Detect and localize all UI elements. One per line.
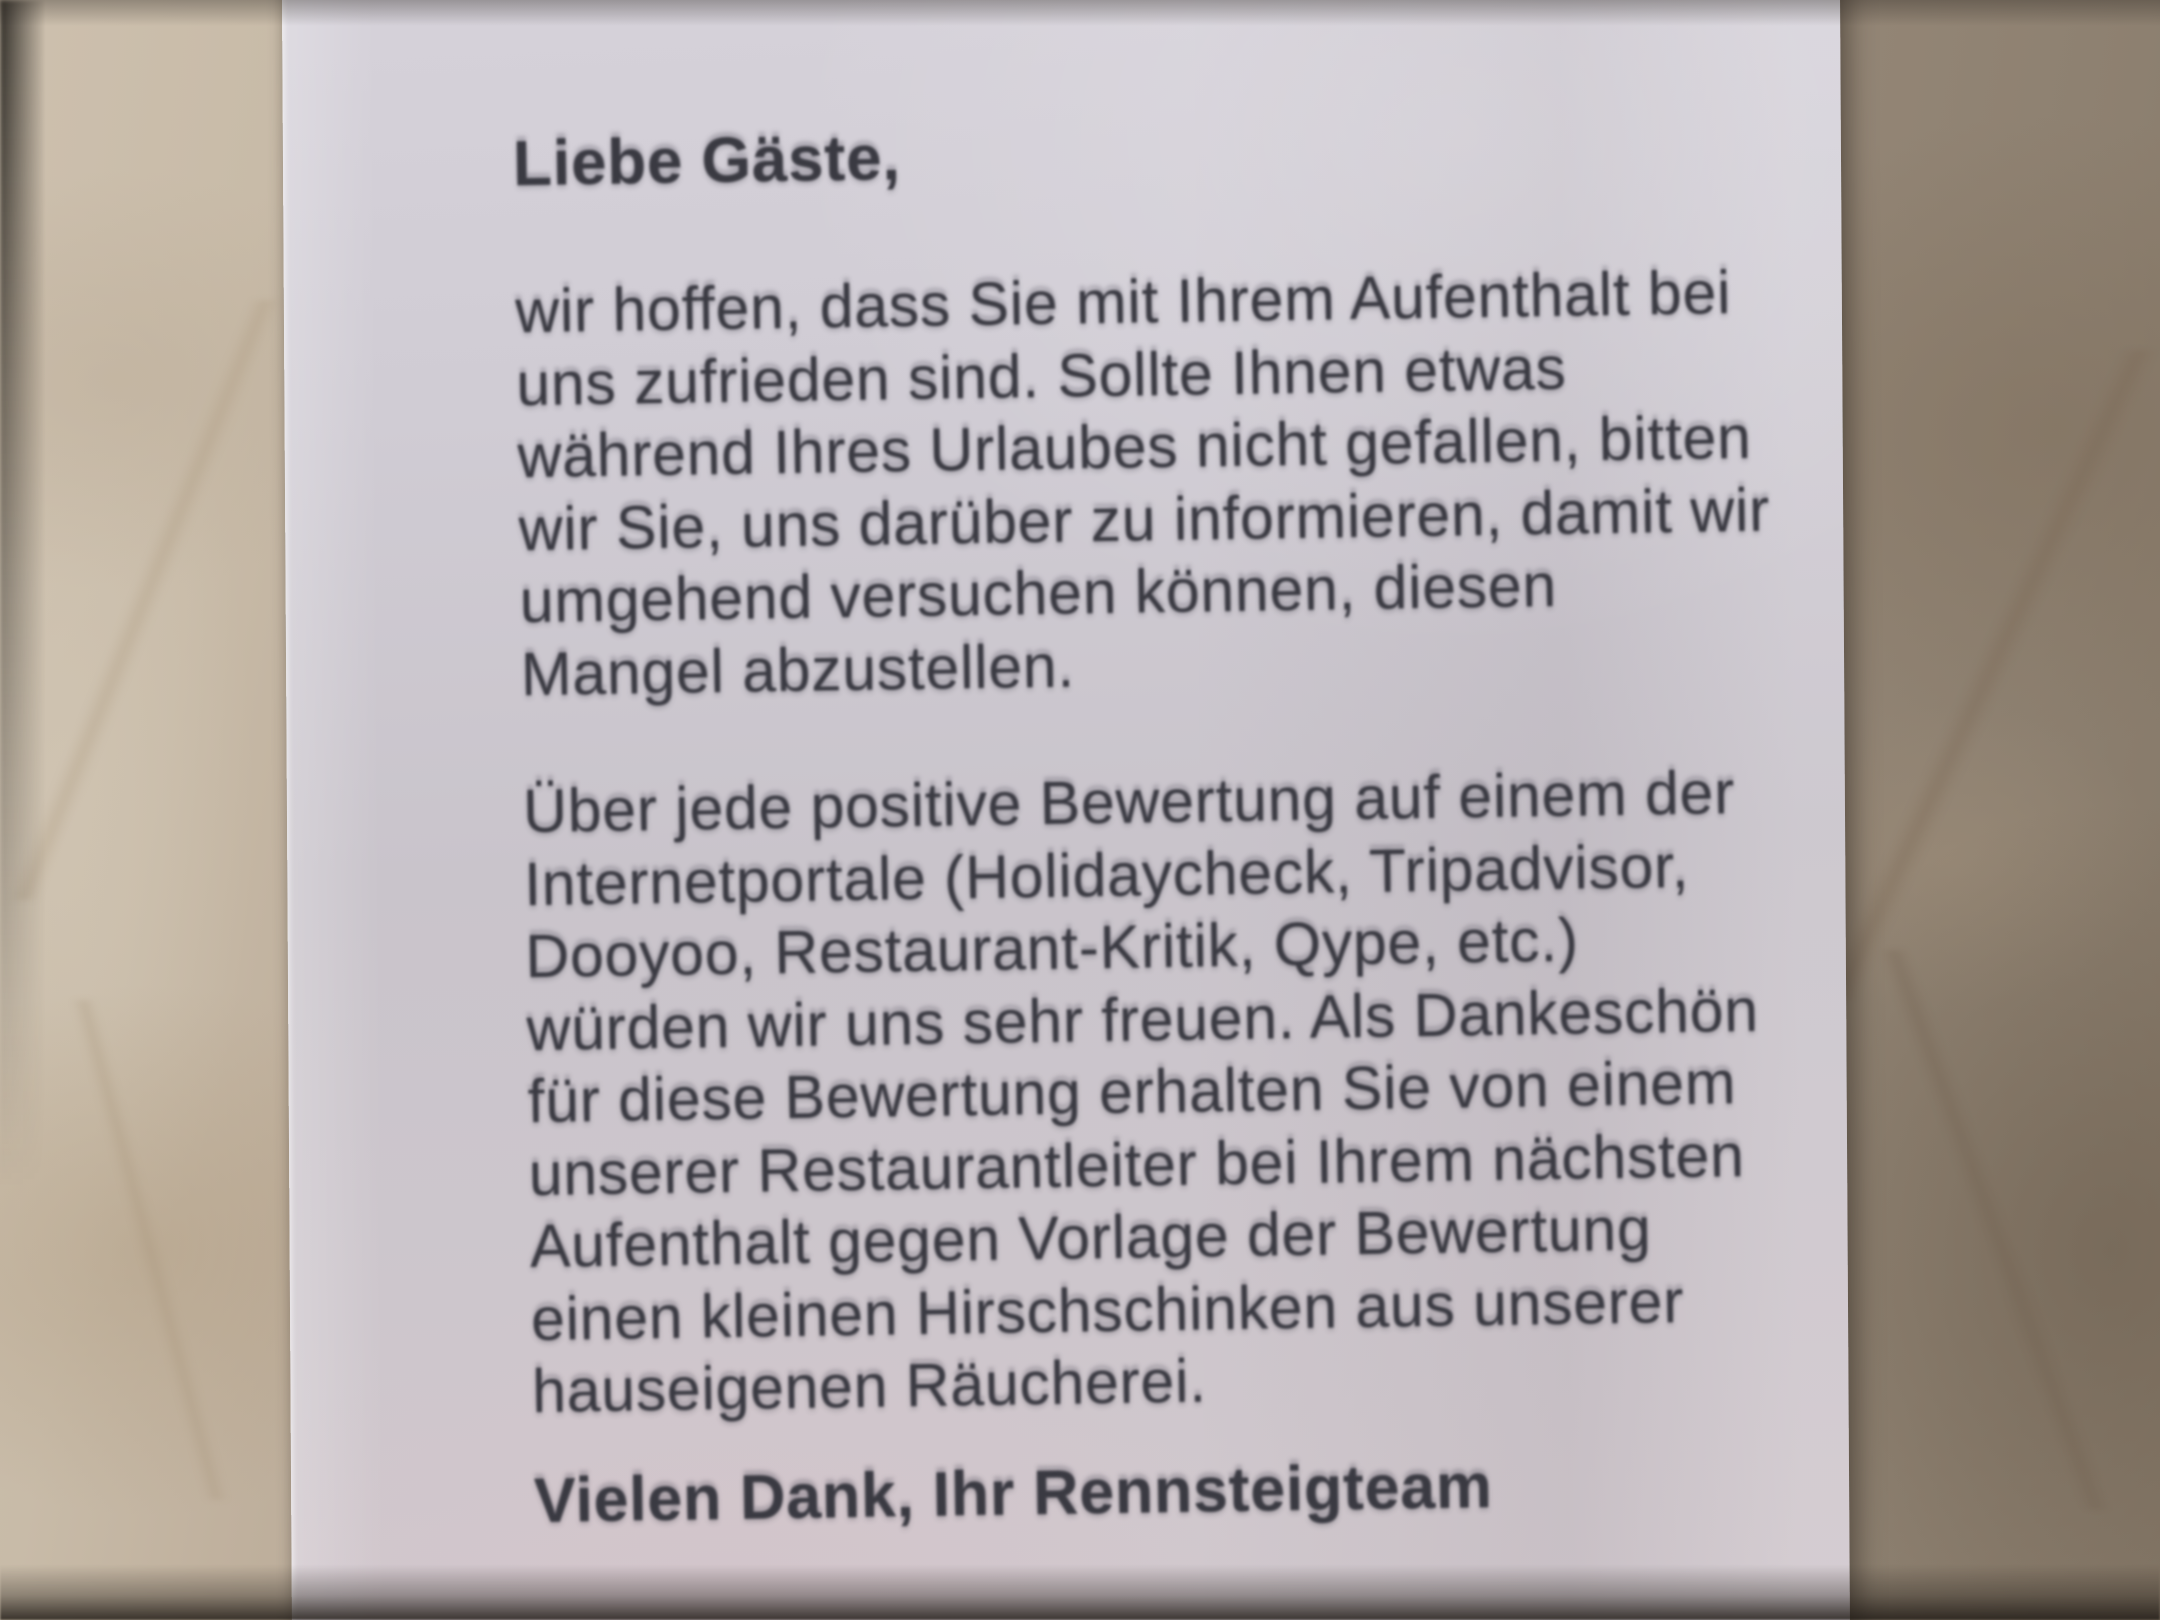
bottom-vignette (0, 1565, 2160, 1620)
marble-vein-right (1830, 0, 2160, 1620)
letter-paper (282, 0, 1850, 1620)
paragraph-2: Über jede positive Bewertung auf einem der Internetportale (Holidaycheck, Tripadvisor, Dooyoo, Restaurant-Kritik, Qype, etc.) würden wir uns sehr freuen. Als Dankeschön für diese Bewertung erhalten Sie von einem unserer Restaurantleiter bei Ihrem nächsten Aufenthalt gegen Vorlage der Bewertung einen kleinen Hirschschinken aus unserer hauseigenen Räucherei. (522, 758, 1760, 1426)
paragraph-1: wir hoffen, dass Sie mit Ihrem Aufenthalt bei uns zufrieden sind. Sollte Ihnen etwas während Ihres Urlaubes nicht gefallen, bitten wir Sie, uns darüber zu informieren, damit wir umgehend versuchen können, diesen Mangel abzustellen. (514, 258, 1771, 708)
table-edge-shadow (0, 0, 46, 1250)
top-vignette (0, 0, 2160, 26)
closing-line: Vielen Dank, Ihr Rennsteigteam (533, 1451, 1493, 1537)
salutation: Liebe Gäste, (512, 121, 902, 200)
